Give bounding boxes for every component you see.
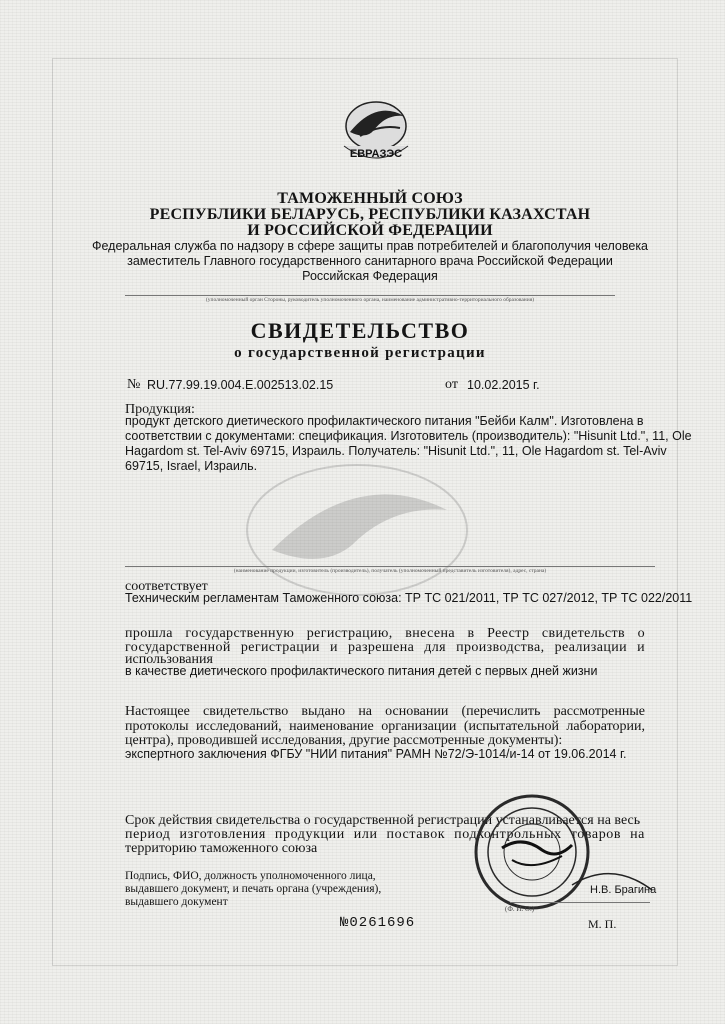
validity-line-2: период изготовления продукции или поставок подконтрольных товаров на — [125, 827, 645, 842]
registration-number: RU.77.99.19.004.E.002513.02.15 — [147, 378, 334, 392]
header-line-2: РЕСПУБЛИКИ БЕЛАРУСЬ, РЕСПУБЛИКИ КАЗАХСТАН — [149, 206, 591, 223]
agency-line-3: Российская Федерация — [302, 269, 438, 283]
basis-line-1: Настоящее свидетельство выдано на основании (перечислить рассмотренные — [125, 704, 645, 719]
watermark-emblem — [232, 455, 482, 605]
agency-line-1: Федеральная служба по надзору в сфере защиты прав потребителей и благополучия человека — [91, 239, 649, 253]
validity-line-3: территорию таможенного союза — [125, 841, 318, 856]
certificate-subtitle: о государственной регистрации — [234, 345, 486, 361]
product-line-2: соответствии с документами: спецификация. Изготовитель (производитель): "Hisunit Ltd.", 11, Ole — [125, 429, 692, 443]
certificate-title: СВИДЕТЕЛЬСТВО — [250, 318, 470, 343]
mp-label: М. П. — [588, 917, 617, 931]
product-line-4: 69715, Israel, Израиль. — [125, 459, 258, 473]
passed-line-2: государственной регистрации и разрешена для производства, реализации и — [125, 640, 645, 655]
validity-line-1: Срок действия свидетельства о государственной регистрации устанавливается на весь — [125, 813, 641, 828]
signature-rule — [510, 902, 650, 903]
product-rule — [125, 566, 655, 567]
product-line-3: Hagardom st. Tel-Aviv 69715, Израиль. Получатель: "Hisunit Ltd.", 11, Ole Hagardom st. Tel-Aviv — [125, 444, 667, 458]
basis-line-3: центра), проводившей исследования, другие рассмотренные документы): — [125, 733, 563, 748]
date-label: от — [445, 377, 458, 392]
passed-line-1: прошла государственную регистрацию, внесена в Реестр свидетельств о — [125, 626, 645, 641]
agency-rule — [125, 295, 615, 296]
header-line-1: ТАМОЖЕННЫЙ СОЮЗ — [277, 190, 463, 207]
signature-line-3: выдавшего документ — [125, 896, 228, 908]
basis-line-2: протоколы исследований, наименование организации (испытательной лаборатории, — [125, 719, 645, 734]
signature-line-2: выдавшего документ, и печать органа (учреждения), — [125, 883, 382, 895]
signatory-name: Н.В. Брагина — [590, 884, 657, 896]
product-line-1: продукт детского диетического профилактического питания "Бейби Калм". Изготовлена в — [125, 414, 644, 428]
emblem-text: ЕВРАЗЭС — [349, 148, 403, 160]
registration-date: 10.02.2015 г. — [467, 378, 540, 392]
product-label: Продукция: — [125, 402, 195, 417]
signature-line-1: Подпись, ФИО, должность уполномоченного лица, — [125, 870, 376, 882]
basis-line-4: экспертного заключения ФГБУ "НИИ питания" РАМН №72/Э-1014/и-14 от 19.06.2014 г. — [125, 747, 627, 761]
header-line-3: И РОССИЙСКОЙ ФЕДЕРАЦИИ — [247, 222, 493, 239]
agency-caption: (уполномоченный орган Стороны, руководитель уполномоченного органа, наименование административно-территориального образования) — [205, 297, 535, 303]
blank-serial-number: №0261696 — [340, 915, 416, 931]
agency-line-2: заместитель Главного государственного санитарного врача Российской Федерации — [127, 254, 613, 268]
number-label: № — [127, 377, 141, 392]
passed-line-4: в качестве диетического профилактического питания детей с первых дней жизни — [125, 664, 598, 678]
passed-line-3: использования — [125, 652, 213, 667]
fio-caption: (Ф. И. О.) — [505, 905, 535, 913]
conformity-text: Техническим регламентам Таможенного союза: ТР ТС 021/2011, ТР ТС 027/2012, ТР ТС 022/2011 — [125, 591, 693, 605]
conformity-label: соответствует — [125, 579, 208, 594]
product-caption: (наименование продукции, изготовитель (производитель), получатель (уполномоченный представитель изготовителя), адрес, страна) — [233, 568, 547, 574]
eurasec-emblem — [330, 90, 422, 170]
